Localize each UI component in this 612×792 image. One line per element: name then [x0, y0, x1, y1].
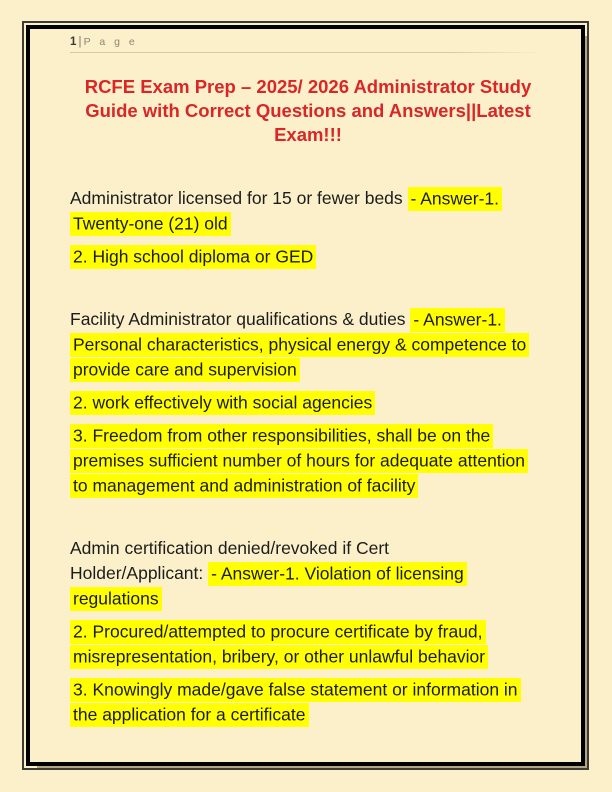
text-line [70, 307, 546, 332]
text-line [70, 677, 546, 702]
text-line [70, 357, 546, 382]
text-line [70, 536, 546, 561]
page-content [70, 0, 546, 735]
highlighted-text: provide care and supervision [70, 358, 300, 382]
document-title [70, 75, 546, 147]
highlighted-text: 3. Knowingly made/gave false statement or information in [70, 678, 521, 702]
plain-text: Admin certification denied/revoked if Cert [70, 538, 390, 558]
text-line [70, 390, 546, 415]
plain-text: Facility Administrator qualifications & duties [70, 309, 411, 329]
text-line [70, 473, 546, 498]
highlighted-text: regulations [70, 587, 162, 611]
page-number: 1 [70, 36, 77, 48]
highlighted-text: Twenty-one (21) old [70, 212, 231, 236]
text-line [70, 211, 546, 236]
page-label: P a g e [83, 36, 138, 48]
text-line [70, 702, 546, 727]
text-line [70, 561, 546, 586]
text-line [70, 244, 546, 269]
paragraph [70, 390, 546, 415]
highlighted-text: the application for a certificate [70, 703, 309, 727]
text-line [70, 332, 546, 357]
highlighted-text: 2. work effectively with social agencies [70, 391, 375, 415]
plain-text: Holder/Applicant: [70, 563, 209, 583]
plain-text: Administrator licensed for 15 or fewer beds [70, 188, 408, 208]
highlighted-text: 2. High school diploma or GED [70, 245, 316, 269]
header-rule [70, 52, 540, 53]
paragraph [70, 423, 546, 498]
paragraph [70, 619, 546, 669]
text-line [70, 644, 546, 669]
highlighted-text: - Answer-1. [408, 187, 503, 211]
highlighted-text: - Answer-1. [410, 308, 505, 332]
title-line: Exam!!! [274, 124, 342, 145]
highlighted-text: misrepresentation, bribery, or other unlawful behavior [70, 645, 488, 669]
text-line [70, 619, 546, 644]
text-line [70, 448, 546, 473]
title-line: Guide with Correct Questions and Answers||Latest [85, 100, 531, 121]
qa-section [70, 536, 546, 727]
qa-body [70, 186, 546, 727]
highlighted-text: - Answer-1. Violation of licensing [208, 562, 467, 586]
highlighted-text: premises sufficient number of hours for adequate attention [70, 449, 528, 473]
paragraph [70, 307, 546, 382]
paragraph [70, 677, 546, 727]
text-line [70, 186, 546, 211]
paragraph [70, 244, 546, 269]
highlighted-text: 3. Freedom from other responsibilities, shall be on the [70, 424, 493, 448]
qa-section [70, 307, 546, 498]
paragraph [70, 186, 546, 236]
page-number-separator: | [78, 36, 82, 48]
highlighted-text: Personal characteristics, physical energy & competence to [70, 333, 529, 357]
highlighted-text: 2. Procured/attempted to procure certificate by fraud, [70, 620, 486, 644]
text-line [70, 586, 546, 611]
text-line [70, 423, 546, 448]
title-line: RCFE Exam Prep – 2025/ 2026 Administrator Study [84, 76, 532, 97]
paragraph [70, 536, 546, 611]
page-header [70, 35, 546, 49]
highlighted-text: to management and administration of facility [70, 474, 418, 498]
qa-section [70, 186, 546, 269]
